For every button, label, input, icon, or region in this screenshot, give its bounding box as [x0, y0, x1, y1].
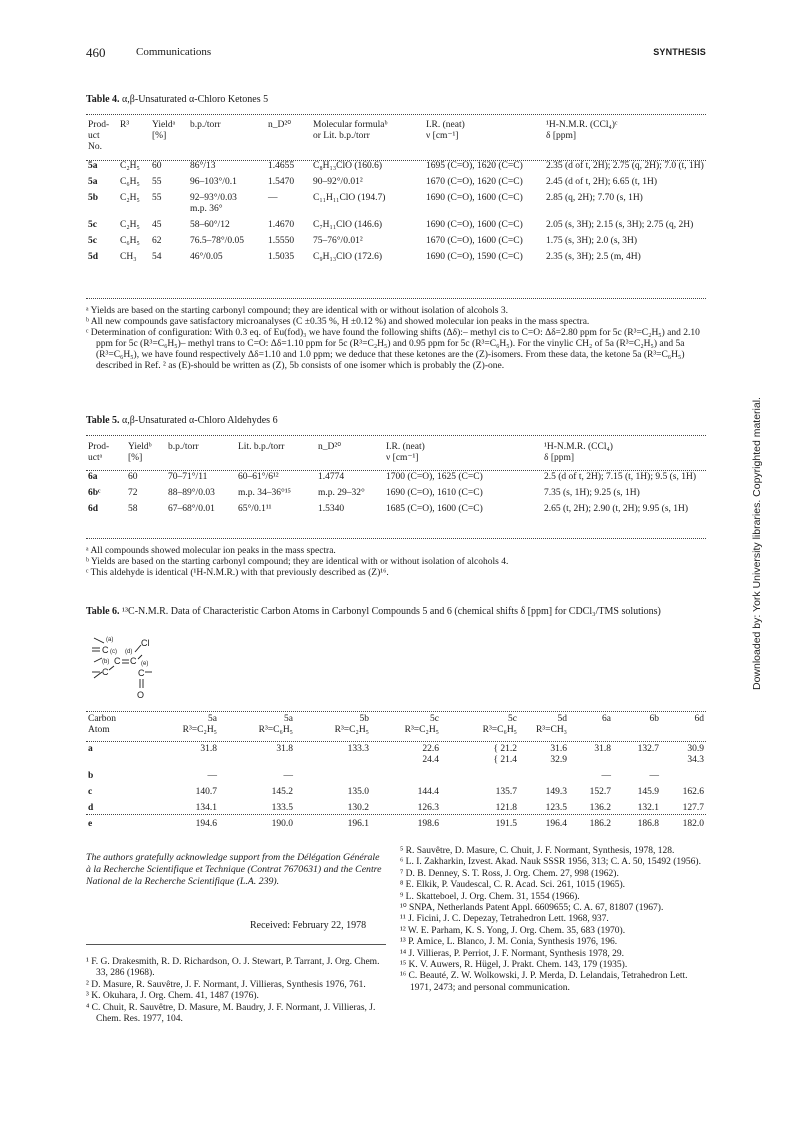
table5-rule-bottom	[86, 538, 706, 539]
table6-cell: 182.0	[682, 819, 704, 829]
table4-header-cell: n_D²⁰	[268, 120, 292, 130]
table4-cell: 5c	[88, 220, 97, 230]
table6-cell: 145.9	[637, 787, 659, 797]
table6-cell: 191.5	[495, 819, 517, 829]
structure-atom: C	[102, 667, 109, 677]
table4-cell: C₁₁H₁₁ClO (194.7)	[313, 193, 386, 203]
reference-item: ¹ F. G. Drakesmith, R. D. Richardson, O. J. Stewart, P. Tarrant, J. Org. Chem. 33, 286 (1968).	[86, 957, 380, 979]
structure-atom: C	[102, 645, 109, 655]
table4-cell: 2.35 (s, 3H); 2.5 (m, 4H)	[546, 252, 641, 262]
table-row	[86, 220, 706, 231]
reference-item: ² D. Masure, R. Sauvêtre, J. F. Normant, J. Villieras, Synthesis 1976, 761.	[86, 979, 366, 990]
footnote: ᵇ All new compounds gave satisfactory microanalyses (C ±0.35 %, H ±0.12 %) and showed molecular ion peaks in the mass spectra.	[86, 317, 590, 327]
table-row	[86, 803, 706, 814]
table6-header-cell: 5b R³=C₂H₅	[334, 714, 369, 735]
table6-cell: —	[283, 771, 293, 781]
table6-cell: 31.8	[276, 744, 293, 754]
table4-cell: 45	[152, 220, 162, 230]
table4-cell: 90–92°/0.01²	[313, 177, 363, 187]
table5-cell: 7.35 (s, 1H); 9.25 (s, 1H)	[544, 488, 640, 498]
footnote: ᵇ Yields are based on the starting carbonyl compound; they are identical with or without isolation of alcohols 4.	[86, 557, 509, 567]
table4-cell: 60	[152, 161, 162, 171]
table4-cell: 1690 (C=O), 1600 (C=C)	[426, 220, 523, 230]
table6-cell: —	[601, 771, 611, 781]
table6-cell	[295, 771, 371, 782]
table5-cell: 1700 (C=O), 1625 (C=C)	[386, 472, 483, 482]
table4-cell: C₆H₅	[120, 236, 140, 246]
table6-cell	[519, 771, 569, 782]
table6-cell: 31.8	[200, 744, 217, 754]
table4-cell: 1.5035	[268, 252, 295, 262]
table6-cell: e	[88, 819, 93, 829]
table6-cell: { 21.2 { 21.4	[493, 744, 517, 765]
table6	[86, 714, 706, 835]
table5-cell: 6d	[88, 504, 99, 514]
table6-cell: 198.6	[417, 819, 439, 829]
table4-footnotes	[86, 306, 706, 372]
table4-cell: 1695 (C=O), 1620 (C=C)	[426, 161, 523, 171]
table4-cell: 76.5–78°/0.05	[190, 236, 244, 246]
table6-header-cell: Carbon Atom	[88, 714, 116, 735]
table6-cell: 134.1	[195, 803, 217, 813]
structure-label-b: (b)	[102, 659, 110, 665]
structure-bond	[94, 672, 102, 678]
table5-cell: 60	[128, 472, 138, 482]
table6-cell: a	[88, 744, 93, 754]
table5-header-row	[86, 442, 706, 464]
table6-header-cell: 6a	[602, 714, 611, 724]
table6-cell: —	[207, 771, 217, 781]
structure-label-c: (c)	[110, 649, 117, 655]
table6-cell: 186.2	[589, 819, 611, 829]
row-spacer	[86, 736, 706, 744]
table5-header-cell: Yieldᵇ [%]	[128, 442, 152, 463]
table6-cell: b	[88, 771, 94, 781]
table4-cell: 1.4655	[268, 161, 295, 171]
table4-cell: 58–60°/12	[190, 220, 230, 230]
table6-cell: —	[649, 771, 659, 781]
structure-bond	[138, 655, 142, 659]
table5-header-cell: b.p./torr	[168, 442, 199, 452]
table4-cell: 1670 (C=O), 1600 (C=C)	[426, 236, 523, 246]
footnote: ᵃ All compounds showed molecular ion peaks in the mass spectra.	[86, 546, 336, 556]
side-note	[751, 240, 777, 690]
table-row	[86, 472, 706, 483]
table-row	[86, 819, 706, 830]
table6-cell: 133.3	[347, 744, 369, 754]
table5-cell: 65°/0.1¹¹	[238, 504, 272, 514]
table6-header-cell: 5c R³=C₂H₅	[404, 714, 439, 735]
reference-item: ⁷ D. B. Denney, S. T. Ross, J. Org. Chem. 27, 998 (1962).	[400, 868, 619, 879]
table6-cell: 130.2	[347, 803, 369, 813]
table6-cell: 196.1	[347, 819, 369, 829]
page-number: 460	[86, 45, 106, 60]
table6-cell: 136.2	[589, 803, 611, 813]
table6-cell: 149.3	[545, 787, 567, 797]
table4-cell: 46°/0.05	[190, 252, 223, 262]
table4-cell: 55	[152, 177, 162, 187]
structure-label-a: (a)	[106, 637, 114, 643]
references-left	[86, 957, 386, 1025]
table5-label: Table 5.	[86, 415, 120, 426]
table-row	[86, 177, 706, 188]
reference-item: ¹² W. E. Parham, K. S. Yong, J. Org. Chem. 35, 683 (1970).	[400, 925, 626, 936]
carbonyl-structure-diagram	[86, 632, 206, 708]
table5-cell: 1690 (C=O), 1610 (C=C)	[386, 488, 483, 498]
table4-cell: 92–93°/0.03 m.p. 36°	[190, 193, 237, 214]
reference-item: ³ K. Okuhara, J. Org. Chem. 41, 1487 (1976).	[86, 991, 259, 1002]
table4-caption	[86, 94, 268, 105]
table5-header-cell: Prod- uctᵃ	[88, 442, 110, 463]
table-row	[86, 504, 706, 515]
table4-cell: 86°/13	[190, 161, 216, 171]
structure-label-d: (d)	[125, 649, 133, 655]
table4-header-cell: Yieldᵃ [%]	[152, 120, 176, 141]
table4-cell: CH₃	[120, 252, 137, 262]
table6-cell: 126.3	[417, 803, 439, 813]
table5-cell: 1685 (C=O), 1600 (C=C)	[386, 504, 483, 514]
acknowledgement: The authors gratefully acknowledge support from the Délégation Générale à la Recherche Scientifique et Technique (Contrat 7670631) and the Centre National de la Recherche Scientifique (L.A. 239).	[86, 852, 382, 887]
table5-body	[86, 464, 706, 520]
table4-cell: 1690 (C=O), 1600 (C=C)	[426, 193, 523, 203]
table6-cell: 132.1	[637, 803, 659, 813]
table4-cell: 2.05 (s, 3H); 2.15 (s, 3H); 2.75 (q, 2H)	[546, 220, 694, 230]
table4-cell: 2.35 (d of t, 2H); 2.75 (q, 2H); 7.0 (t, 1H)	[546, 161, 704, 171]
table6-cell: 123.5	[545, 803, 567, 813]
table6-header-cell: 6d	[694, 714, 704, 724]
table5-cell: 1.5340	[318, 504, 345, 514]
structure-bond	[94, 658, 102, 662]
table6-cell: c	[88, 787, 93, 797]
table4-header-cell: I.R. (neat) ν [cm⁻¹]	[426, 120, 465, 141]
table4-cell: 5d	[88, 252, 99, 262]
reference-item: ¹⁴ J. Villieras, P. Perriot, J. F. Normant, Synthesis 1978, 29.	[400, 948, 624, 959]
table-row	[86, 252, 706, 263]
table4-cell: —	[268, 193, 278, 203]
received-date: Received: February 22, 1978	[250, 920, 367, 931]
table4-cell: C₂H₅	[120, 220, 140, 230]
structure-atom: C	[138, 668, 145, 678]
table4-rule-bottom	[86, 298, 706, 299]
structure-oxygen: O	[137, 690, 145, 700]
table5-title: α,β-Unsaturated α-Chloro Aldehydes 6	[122, 415, 278, 426]
table4-body	[86, 153, 706, 268]
table5-cell: 67–68°/0.01	[168, 504, 215, 514]
table6-title: ¹³C-N.M.R. Data of Characteristic Carbon Atoms in Carbonyl Compounds 5 and 6 (chemical shifts δ [ppm] for CDCl₃/TMS solutions)	[122, 606, 661, 617]
table5-cell: 60–61°/6¹²	[238, 472, 279, 482]
table5-header-cell: I.R. (neat) ν [cm⁻¹]	[386, 442, 425, 463]
table4-label: Table 4.	[86, 94, 120, 105]
reference-item: ¹¹ J. Ficini, J. C. Depezay, Tetrahedron Lett. 1968, 937.	[400, 914, 609, 925]
structure-label-e: (e)	[141, 661, 149, 667]
structure-atom: C	[114, 656, 121, 666]
table6-cell: 22.6 24.4	[422, 744, 439, 765]
reference-item: ⁸ E. Elkik, P. Vaudescal, C. R. Acad. Sci. 261, 1015 (1965).	[400, 880, 626, 891]
table5-cell: 6bᶜ	[88, 488, 101, 498]
table5-cell: 2.65 (t, 2H); 2.90 (t, 2H); 9.95 (s, 1H)	[544, 504, 689, 514]
table4-cell: 5c	[88, 236, 97, 246]
table6-cell: 162.6	[682, 787, 704, 797]
table4-header-cell: b.p./torr	[190, 120, 221, 130]
table4-cell: 55	[152, 193, 162, 203]
table-row	[86, 161, 706, 172]
table4-cell: C₆H₅	[120, 177, 140, 187]
table6-cell: 30.9 34.3	[687, 744, 704, 765]
table5-cell: 88–89°/0.03	[168, 488, 215, 498]
structure-bond	[94, 638, 104, 643]
table5-cell: m.p. 34–36°¹⁵	[238, 488, 291, 498]
table4-header-cell: Prod- uct No.	[88, 120, 110, 152]
table-row	[86, 236, 706, 247]
table6-cell: 135.7	[495, 787, 517, 797]
table6-cell: d	[88, 803, 94, 813]
page-header	[86, 45, 706, 61]
table6-label: Table 6.	[86, 606, 120, 617]
table6-cell: 196.4	[545, 819, 567, 829]
table5-footnotes	[86, 546, 706, 579]
table4-cell: 5b	[88, 193, 99, 203]
table5-rule-top	[86, 435, 706, 436]
table6-cell	[661, 771, 706, 782]
structure-bond	[109, 666, 114, 670]
reference-item: ⁶ L. I. Zakharkin, Izvest. Akad. Nauk SSSR 1956, 313; C. A. 50, 15492 (1956).	[400, 857, 701, 868]
table4-cell: C₇H₁₁ClO (146.6)	[313, 220, 383, 230]
table6-cell: 140.7	[195, 787, 217, 797]
table5-cell: 72	[128, 488, 138, 498]
footnote: ᶜ Determination of configuration: With 0.3 eq. of Eu(fod)₃ we have found the following shifts (Δδ):– methyl cis to C=O: Δδ=2.80 ppm for 5c (R³=C₂H₅) and 2.10 ppm for 5c (R³=C₆H₅)– methyl trans to C=O: Δδ=1.10 ppm for 5c (R³=C₂H₅) and 0.95 ppm for 5c (R³=C₆H₅). For the vinylic CH₂ of 5a (R³=C₂H₅) and 5a (R³=C₆H₅), we have found respectively Δδ=1.10 and 1.0 ppm; we deduce that these ketones are the (Z)-isomers. From these data, the ketone 5a (R³=C₆H₅) described in Ref. ² as (E)-should be written as (Z), 5b consists of one isomer which is probably the (Z)-one.	[86, 328, 700, 371]
table4-title: α,β-Unsaturated α-Chloro Ketones 5	[122, 94, 269, 105]
table6-rule-top	[86, 711, 706, 712]
table5-cell: m.p. 29–32°	[318, 488, 365, 498]
table4-cell: 62	[152, 236, 162, 246]
table6-cell: 152.7	[589, 787, 611, 797]
table5-cell: 6a	[88, 472, 98, 482]
table6-header-cell: 5a R³=C₆H₅	[258, 714, 293, 735]
table6-cell: 135.0	[347, 787, 369, 797]
table4-cell: C₂H₅	[120, 161, 140, 171]
table4-header-row	[86, 120, 706, 153]
table6-cell: 121.8	[495, 803, 517, 813]
reference-item: ¹³ P. Amice, L. Blanco, J. M. Conia, Synthesis 1976, 196.	[400, 937, 618, 948]
table6-cell	[371, 771, 441, 782]
table4-header-cell: Molecular formulaᵇ or Lit. b.p./torr	[313, 120, 388, 141]
table6-header-cell: 5a R³=C₂H₅	[182, 714, 217, 735]
table6-caption	[86, 606, 706, 618]
references-rule	[86, 944, 386, 945]
footnote: ᶜ This aldehyde is identical (¹H-N.M.R.) with that previously described as (Z)¹⁶.	[86, 568, 389, 578]
table-row	[86, 488, 706, 499]
table4	[86, 120, 706, 268]
table6-header-cell: 5d R³=CH₃	[535, 714, 567, 735]
footnote: ᵃ Yields are based on the starting carbonyl compound; they are identical with or without isolation of alcohols 3.	[86, 306, 508, 316]
section-title: Communications	[136, 46, 212, 58]
table6-header-row	[86, 714, 706, 736]
table6-cell: 133.5	[271, 803, 293, 813]
table4-header-cell: R³	[120, 120, 130, 130]
table5-header-cell: ¹H-N.M.R. (CCl₄) δ [ppm]	[544, 442, 613, 463]
table6-cell: 145.2	[271, 787, 293, 797]
table4-cell: 1690 (C=O), 1590 (C=C)	[426, 252, 523, 262]
table6-cell: 194.6	[195, 819, 217, 829]
table6-cell: 186.8	[637, 819, 659, 829]
table4-cell: C₉H₁₃ClO (172.6)	[313, 252, 383, 262]
table5-rule-mid	[86, 470, 706, 471]
table4-cell: 5a	[88, 177, 98, 187]
table5-cell: 2.5 (d of t, 2H); 7.15 (t, 1H); 9.5 (s, 1H)	[544, 472, 696, 482]
table4-cell: C₈H₁₃ClO (160.6)	[313, 161, 383, 171]
table5-cell: 70–71°/11	[168, 472, 208, 482]
table4-cell: 2.85 (q, 2H); 7.70 (s, 1H)	[546, 193, 643, 203]
reference-item: ⁴ C. Chuit, R. Sauvêtre, D. Masure, M. Baudry, J. F. Normant, J. Villieras, J. Chem. Res. 1977, 104.	[86, 1002, 376, 1025]
row-gap	[86, 515, 706, 520]
table6-body	[86, 736, 706, 835]
table4-cell: 2.45 (d of t, 2H); 6.65 (t, 1H)	[546, 177, 658, 187]
table6-cell: 127.7	[682, 803, 704, 813]
table4-cell: 1.5470	[268, 177, 295, 187]
reference-item: ⁹ L. Skatteboel, J. Org. Chem. 31, 1554 (1966).	[400, 891, 580, 902]
reference-item: ¹⁰ SNPA, Netherlands Patent Appl. 6609655; C. A. 67, 81807 (1967).	[400, 903, 664, 914]
table6-rule-mid	[86, 741, 706, 742]
table4-cell: 1670 (C=O), 1620 (C=C)	[426, 177, 523, 187]
reference-item: ¹⁶ C. Beauté, Z. W. Wolkowski, J. P. Merda, D. Lelandais, Tetrahedron Lett. 1971, 2473; and personal communication.	[400, 971, 688, 993]
table4-cell: 1.75 (s, 3H); 2.0 (s, 3H)	[546, 236, 638, 246]
table4-rule-mid	[86, 160, 706, 161]
table4-cell: C₂H₅	[120, 193, 140, 203]
table4-cell: 54	[152, 252, 162, 262]
download-notice: Downloaded by: York University libraries. Copyrighted material.	[751, 397, 763, 690]
structure-atom: C	[130, 656, 137, 666]
row-gap	[86, 263, 706, 268]
table4-cell: 75–76°/0.01²	[313, 236, 363, 246]
table5	[86, 442, 706, 520]
table5-header-cell: n_D²⁰	[318, 442, 342, 452]
table6-header-cell: 6b	[649, 714, 659, 724]
journal-name: SYNTHESIS	[653, 47, 706, 57]
row-gap	[86, 830, 706, 835]
table5-cell: 58	[128, 504, 138, 514]
table-row	[86, 771, 706, 782]
references-right	[400, 846, 706, 994]
table-row	[86, 193, 706, 215]
structure-chlorine: Cl	[141, 638, 150, 648]
table6-cell: 31.6 32.9	[550, 744, 567, 765]
table6-cell: 31.8	[594, 744, 611, 754]
table4-rule-top	[86, 114, 706, 115]
table4-cell: 1.5550	[268, 236, 295, 246]
table6-cell: 190.0	[271, 819, 293, 829]
table5-cell: 1.4774	[318, 472, 345, 482]
table6-cell: 144.4	[417, 787, 439, 797]
table-row	[86, 787, 706, 798]
table6-cell: 132.7	[637, 744, 659, 754]
table4-cell: 1.4670	[268, 220, 295, 230]
table6-rule-bottom	[86, 814, 706, 815]
table5-caption	[86, 415, 278, 426]
table4-cell: 5a	[88, 161, 98, 171]
table6-cell	[441, 771, 519, 782]
reference-item: ⁵ R. Sauvêtre, D. Masure, C. Chuit, J. F. Normant, Synthesis, 1978, 128.	[400, 846, 675, 856]
reference-item: ¹⁵ K. V. Auwers, R. Hügel, J. Prakt. Chem. 143, 179 (1935).	[400, 960, 628, 971]
table5-header-cell: Lit. b.p./torr	[238, 442, 285, 452]
table4-header-cell: ¹H-N.M.R. (CCl₄)ᶜ δ [ppm]	[546, 120, 618, 141]
table4-cell: 96–103°/0.1	[190, 177, 237, 187]
table-row	[86, 744, 706, 766]
table6-header-cell: 5c R³=C₆H₅	[482, 714, 517, 735]
